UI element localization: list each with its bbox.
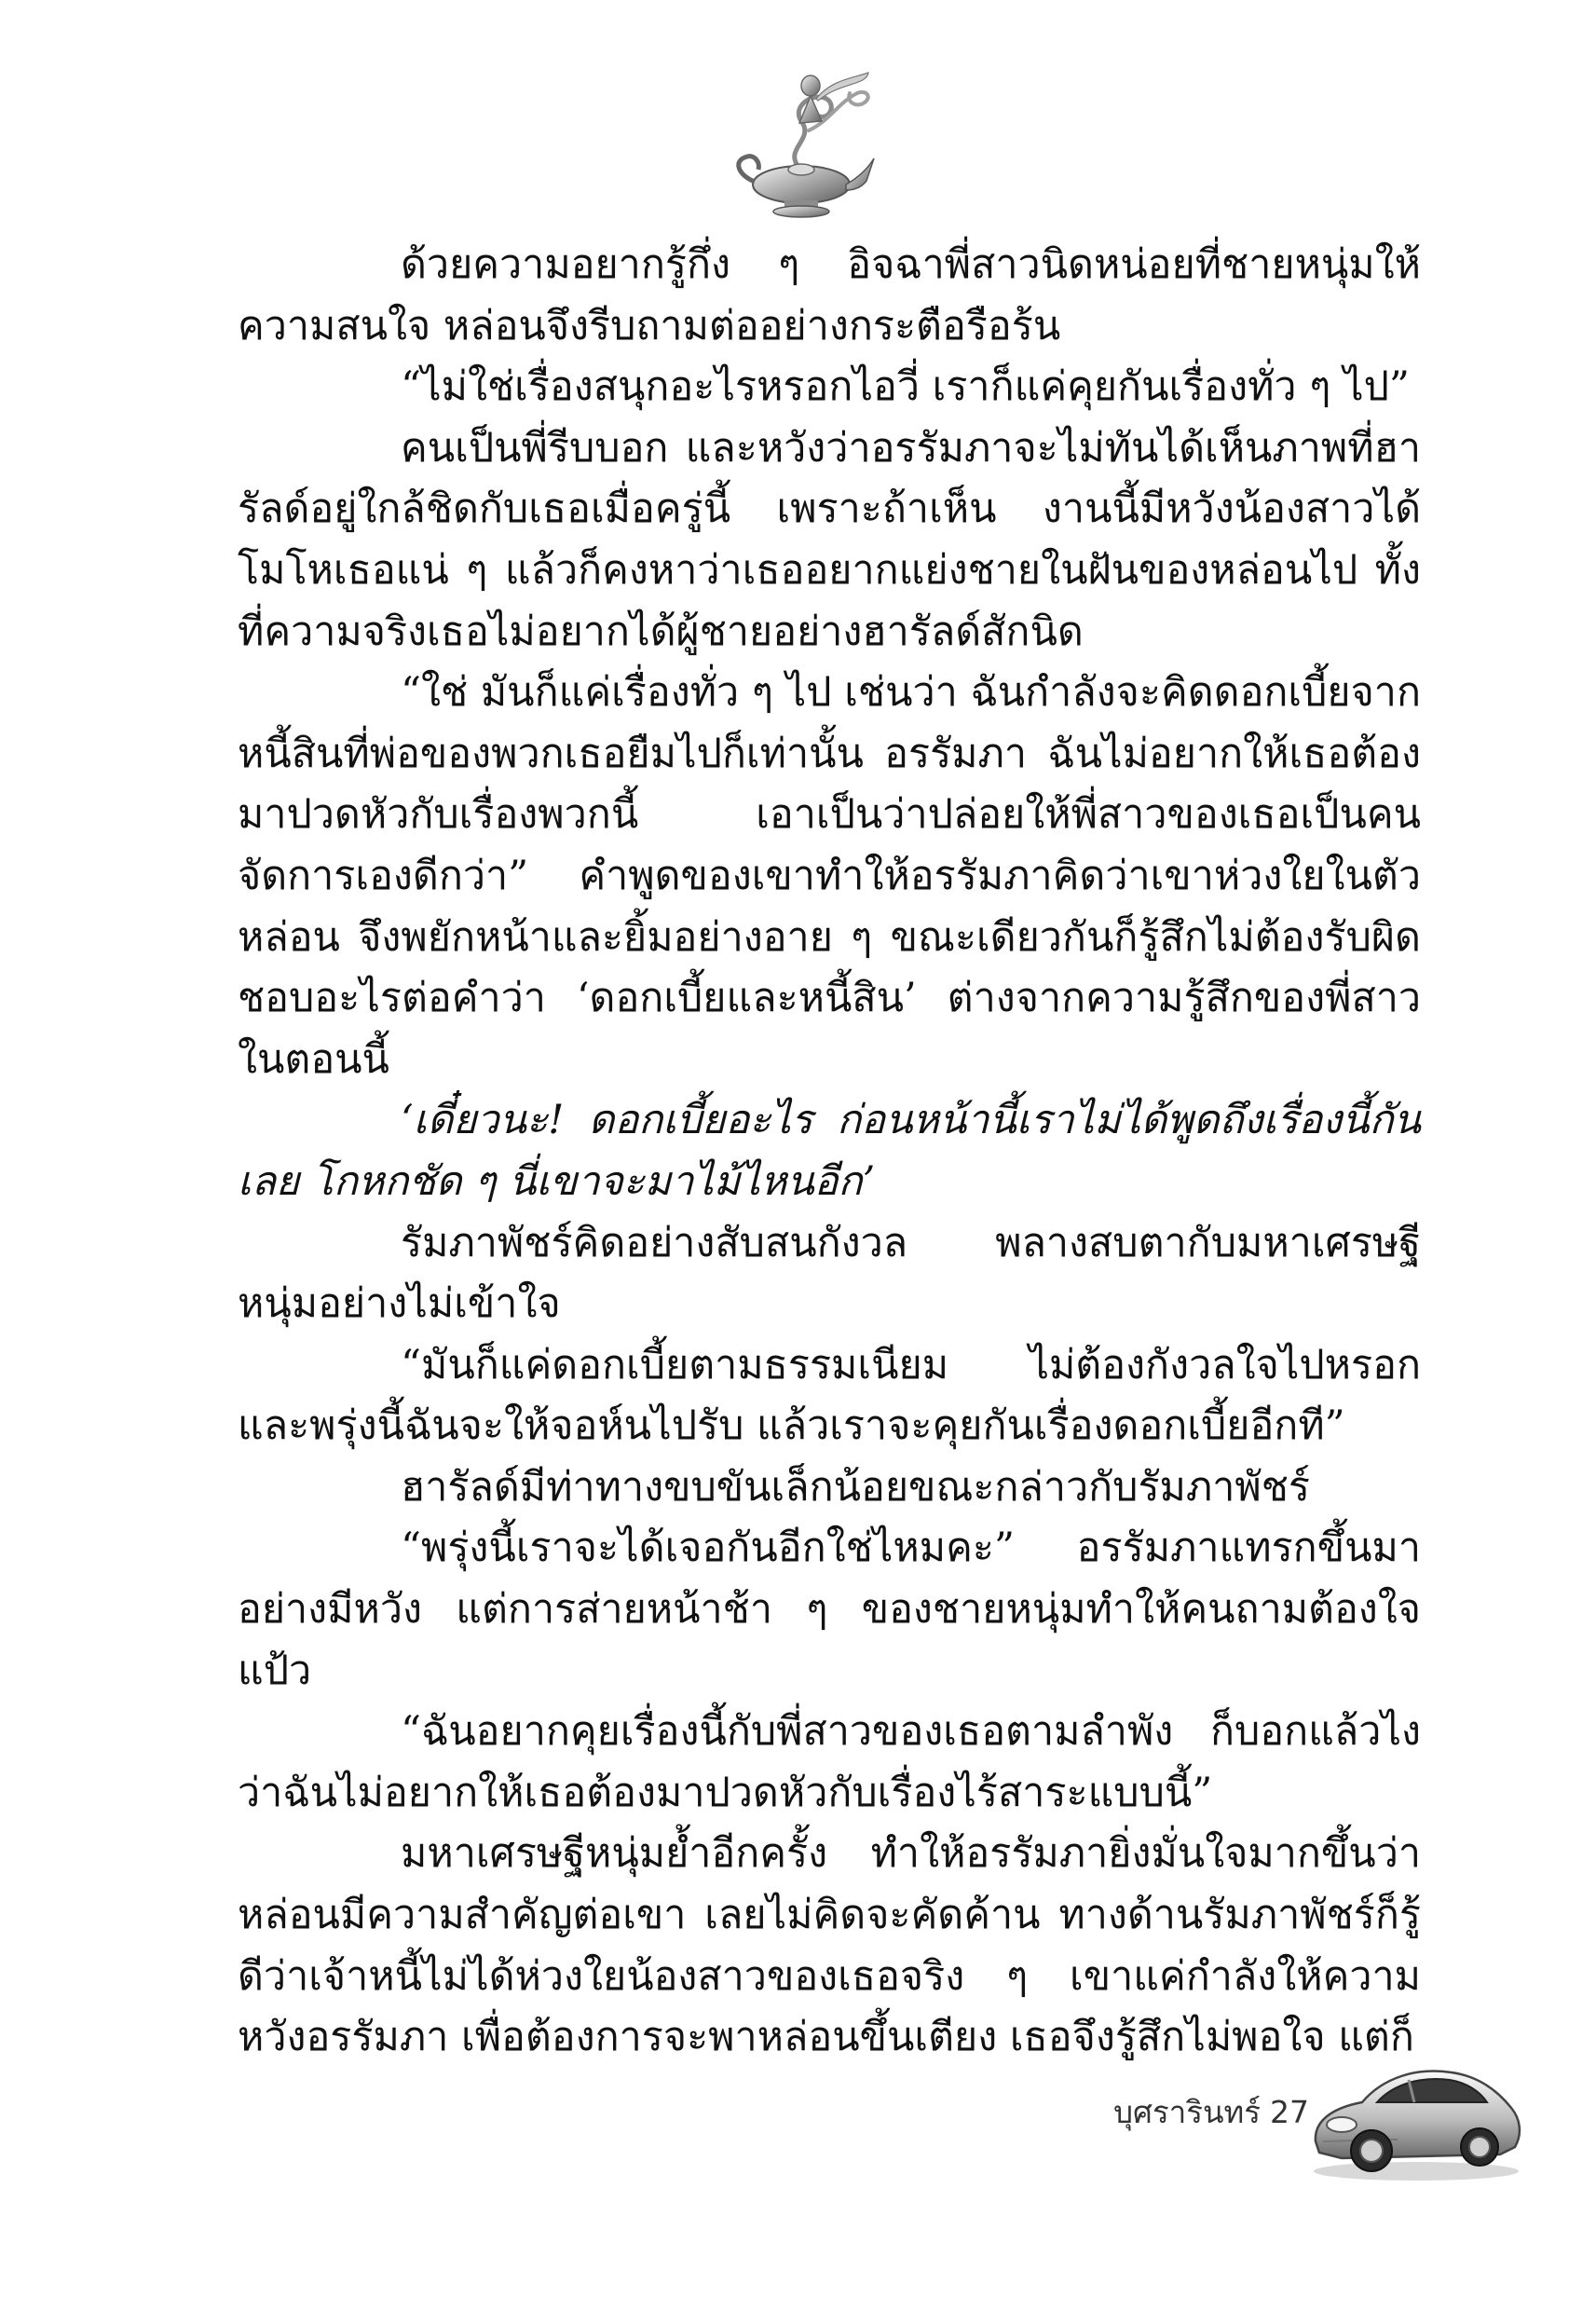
- paragraph: “พรุ่งนี้เราจะได้เจอกันอีกใช่ไหมคะ” อรรัมภาแทรกขึ้นมาอย่างมีหวัง แต่การส่ายหน้าช้า ๆ ของชายหนุ่มทำให้คนถามต้องใจแป้ว: [238, 1525, 1421, 1694]
- paragraph: รัมภาพัชร์คิดอย่างสับสนกังวล พลางสบตากับมหาเศรษฐีหนุ่มอย่างไม่เข้าใจ: [238, 1219, 1421, 1328]
- paragraph: มหาเศรษฐีหนุ่มย้ำอีกครั้ง ทำให้อรรัมภายิ่งมั่นใจมากขึ้นว่าหล่อนมีความสำคัญต่อเขา เลยไม่คิดจะคัดค้าน ทางด้านรัมภาพัชร์ก็รู้ดีว่าเจ้าหนี้ไม่ได้ห่วงใยน้องสาวของเธอจริง ๆ เขาแค่กำลังให้ความหวังอรรัมภา เพื่อต้องการจะพาหล่อนขึ้นเตียง เธอจึงรู้สึกไม่พอใจ แต่ก็: [238, 1830, 1421, 2061]
- paragraph: “มันก็แค่ดอกเบี้ยตามธรรมเนียม ไม่ต้องกังวลใจไปหรอก และพรุ่งนี้ฉันจะให้จอห์นไปรับ แล้วเราจะคุยกันเรื่องดอกเบี้ยอีกที”: [238, 1341, 1421, 1450]
- footer-author: บุศรารินทร์: [1113, 2094, 1261, 2130]
- paragraph-italic-thought: ‘เดี๋ยวนะ! ดอกเบี้ยอะไร ก่อนหน้านี้เราไม่ได้พูดถึงเรื่องนี้กันเลย โกหกชัด ๆ นี่เขาจะมาไม้ไหนอีก’: [238, 1097, 1421, 1205]
- paragraph: ฮารัลด์มีท่าทางขบขันเล็กน้อยขณะกล่าวกับรัมภาพัชร์: [401, 1463, 1311, 1511]
- paragraph: “ใช่ มันก็แค่เรื่องทั่ว ๆ ไป เช่นว่า ฉันกำลังจะคิดดอกเบี้ยจากหนี้สินที่พ่อของพวกเธอยืมไปก็เท่านั้น อรรัมภา ฉันไม่อยากให้เธอต้องมาปวดหัวกับเรื่องพวกนี้ เอาเป็นว่าปล่อยให้พี่สาวของเธอเป็นคนจัดการเองดีกว่า” คำพูดของเขาทำให้อรรัมภาคิดว่าเขาห่วงใยในตัวหล่อน จึงพยักหน้าและยิ้มอย่างอาย ๆ ขณะเดียวกันก็รู้สึกไม่ต้องรับผิดชอบอะไรต่อคำว่า ‘ดอกเบี้ยและหนี้สิน’ ต่างจากความรู้สึกของพี่สาวในตอนนี้: [238, 669, 1421, 1083]
- sports-car-icon: [1304, 2031, 1528, 2190]
- paragraph: คนเป็นพี่รีบบอก และหวังว่าอรรัมภาจะไม่ทันได้เห็นภาพที่ฮารัลด์อยู่ใกล้ชิดกับเธอเมื่อครู่นี้ เพราะถ้าเห็น งานนี้มีหวังน้องสาวได้โมโหเธอแน่ ๆ แล้วก็คงหาว่าเธออยากแย่งชายในฝันของหล่อนไป ทั้งที่ความจริงเธอไม่อยากได้ผู้ชายอย่างฮารัลด์สักนิด: [238, 424, 1421, 655]
- page-number: 27: [1270, 2094, 1309, 2130]
- page-footer: [1025, 2031, 1547, 2199]
- lamp-and-fairy-ornament-icon: [727, 65, 876, 219]
- paragraph: “ฉันอยากคุยเรื่องนี้กับพี่สาวของเธอตามลำพัง ก็บอกแล้วไงว่าฉันไม่อยากให้เธอต้องมาปวดหัวกับเรื่องไร้สาระแบบนี้”: [238, 1708, 1421, 1816]
- body-text: [238, 235, 1421, 2069]
- footer-label: [1025, 2087, 1309, 2137]
- paragraph: ด้วยความอยากรู้กึ่ง ๆ อิจฉาพี่สาวนิดหน่อยที่ชายหนุ่มให้ความสนใจ หล่อนจึงรีบถามต่ออย่างกระตือรือร้น: [238, 241, 1421, 349]
- paragraph: “ไม่ใช่เรื่องสนุกอะไรหรอกไอวี่ เราก็แค่คุยกันเรื่องทั่ว ๆ ไป”: [401, 363, 1410, 411]
